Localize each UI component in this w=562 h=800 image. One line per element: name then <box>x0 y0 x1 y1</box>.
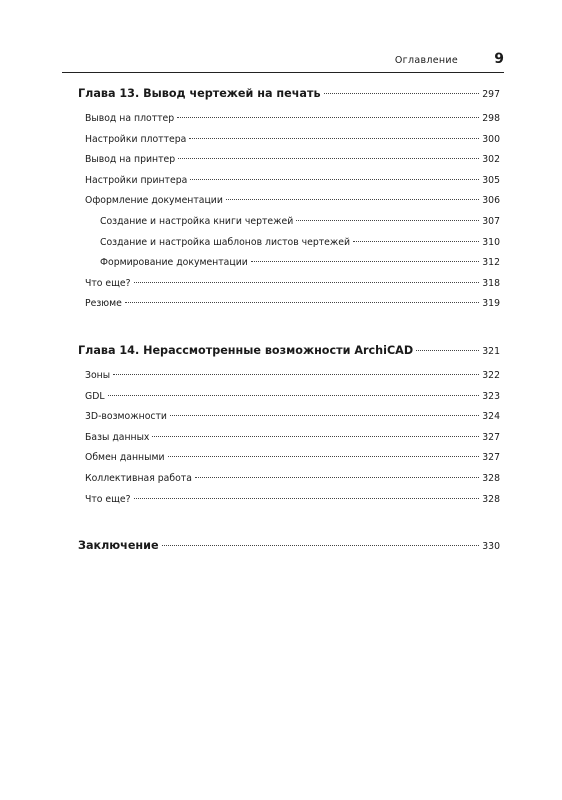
toc-conclusion[interactable] <box>78 535 500 557</box>
toc-item[interactable] <box>78 274 500 295</box>
toc-item[interactable] <box>78 130 500 151</box>
toc-entry-page: 318 <box>482 277 500 289</box>
leader-dots <box>162 544 480 546</box>
toc-entry-page: 310 <box>482 236 500 248</box>
toc-subitem[interactable] <box>78 212 500 233</box>
toc-entry-title: Заключение <box>78 539 159 553</box>
leader-dots <box>178 157 479 159</box>
toc-chapter-14[interactable] <box>78 340 500 362</box>
leader-dots <box>113 373 479 375</box>
leader-dots <box>189 137 479 139</box>
toc-entry-page: 302 <box>482 154 500 166</box>
leader-dots <box>152 435 479 437</box>
leader-dots <box>353 240 479 242</box>
toc-entry-title: Формирование документации <box>100 257 248 269</box>
toc-entry-page: 323 <box>482 390 500 402</box>
toc-entry-title: Вывод на плоттер <box>85 113 175 124</box>
toc-entry-page: 306 <box>482 195 500 207</box>
toc-item[interactable] <box>78 294 500 315</box>
toc-entry-page: 297 <box>482 89 500 100</box>
leader-dots <box>134 281 480 283</box>
toc-entry-title: Базы данных <box>85 431 150 443</box>
toc-item[interactable] <box>78 428 500 449</box>
toc-item[interactable] <box>78 387 500 408</box>
toc-item[interactable] <box>78 150 500 171</box>
toc-item[interactable] <box>78 407 500 428</box>
leader-dots <box>324 92 480 94</box>
toc-entry-page: 312 <box>482 257 500 269</box>
leader-dots <box>296 219 479 221</box>
toc-entry-title: Что еще? <box>85 277 131 289</box>
toc-entry-title: Создание и настройка книги чертежей <box>100 215 294 227</box>
toc-item[interactable] <box>78 469 500 490</box>
toc-item[interactable] <box>78 366 500 387</box>
leader-dots <box>177 116 479 118</box>
toc-entry-page: 305 <box>482 174 500 186</box>
toc-entry-page: 307 <box>482 215 500 227</box>
toc-entry-page: 327 <box>482 431 500 443</box>
leader-dots <box>190 178 479 180</box>
toc-entry-title: 3D-возможности <box>85 411 167 423</box>
leader-dots <box>134 497 480 499</box>
toc-entry-page: 328 <box>482 472 500 484</box>
toc-entry-page: 319 <box>482 298 500 310</box>
toc-entry-page: 298 <box>482 113 500 124</box>
toc-entry-page: 300 <box>482 133 500 145</box>
toc-item[interactable] <box>78 191 500 212</box>
toc-entry-title: Оформление документации <box>85 195 223 207</box>
toc-chapter-13[interactable] <box>78 83 500 105</box>
toc-entry-page: 324 <box>482 411 500 423</box>
toc-item[interactable] <box>78 448 500 469</box>
toc-entry-title: Настройки принтера <box>85 174 188 186</box>
leader-dots <box>416 349 479 351</box>
toc-entry-title: Вывод на принтер <box>85 154 176 166</box>
toc-entry-page: 327 <box>482 452 500 464</box>
toc-entry-title: Глава 14. Нерассмотренные возможности ArchiCAD <box>78 343 414 357</box>
toc-subitem[interactable] <box>78 233 500 254</box>
leader-dots <box>108 394 480 396</box>
leader-dots <box>168 455 480 457</box>
leader-dots <box>195 476 479 478</box>
toc-entry-title: Зоны <box>85 369 111 381</box>
toc-entry-page: 328 <box>482 493 500 505</box>
toc-entry-page: 330 <box>482 541 500 553</box>
toc-entry-title: Создание и настройка шаблонов листов чертежей <box>100 236 351 248</box>
toc-entry-title: Резюме <box>85 298 122 310</box>
header-section-label: Оглавление <box>394 55 458 66</box>
header-page-number: 9 <box>494 51 504 67</box>
toc-entry-page: 321 <box>482 345 500 357</box>
table-of-contents <box>78 83 500 557</box>
toc-entry-title: Настройки плоттера <box>85 133 187 145</box>
leader-dots <box>251 260 479 262</box>
toc-subitem[interactable] <box>78 253 500 274</box>
toc-entry-page: 322 <box>482 369 500 381</box>
running-header <box>62 52 504 73</box>
toc-entry-title: Что еще? <box>85 493 131 505</box>
toc-item[interactable] <box>78 171 500 192</box>
toc-entry-title: GDL <box>85 390 105 402</box>
toc-item[interactable] <box>78 490 500 511</box>
leader-dots <box>226 198 479 200</box>
toc-entry-title: Глава 13. Вывод чертежей на печать <box>78 87 321 100</box>
leader-dots <box>170 414 479 416</box>
toc-entry-title: Коллективная работа <box>85 472 192 484</box>
toc-entry-title: Обмен данными <box>85 452 165 464</box>
leader-dots <box>125 301 479 303</box>
toc-item[interactable] <box>78 109 500 130</box>
